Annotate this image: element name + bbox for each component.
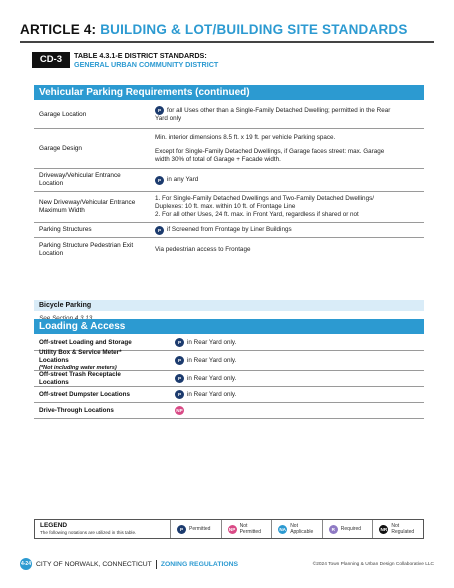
table-title: TABLE 4.3.1-E DISTRICT STANDARDS: [74,51,207,60]
not-regulated-icon: NR [380,526,388,532]
permitted-icon: P [155,176,164,185]
article-title-rest: BUILDING & LOT/BUILDING SITE STANDARDS [100,22,408,37]
permitted-icon: P [175,374,184,383]
vehicular-parking-table [34,101,424,261]
table-row [34,101,424,129]
table-row [34,223,424,238]
legend-item-not-permitted: NP Not Permitted [221,520,272,538]
permitted-icon: P [155,106,164,115]
table-row [34,371,424,387]
row-label: Garage Location [39,110,87,118]
required-icon: R [329,525,338,534]
row-label: Drive-Through Locations [39,406,114,414]
table-row [34,129,424,169]
row-value: P in any Yard [151,169,424,191]
row-value: P in Rear Yard only. [151,335,424,350]
row-value [151,403,424,418]
article-title-lead: ARTICLE 4: [20,22,101,37]
row-value: P in Rear Yard only. [151,351,424,370]
row-label: Utility Box & Service Meter* Locations (*Not including water meters) [39,349,122,371]
permitted-icon: P [175,356,184,365]
row-label: Off-street Trash Receptacle Locations [39,370,121,386]
table-row [34,403,424,419]
not-applicable-icon: NA [279,526,286,532]
footer-copyright: ©2024 Town Planning & Urban Design Collaborative LLC [312,561,434,567]
table-row [34,192,424,223]
district-badge: CD-3 [32,52,70,68]
legend-item-not-applicable: NA Not Applicable [271,520,322,538]
legend-item-permitted: P Permitted [170,520,221,538]
article-title [20,22,408,37]
legend-note: The following notations are utilized in this table. [40,530,137,535]
permitted-icon: P [175,390,184,399]
permitted-icon: P [175,338,184,347]
title-divider [20,41,434,43]
footer-divider [156,560,157,569]
footer-title: ZONING REGULATIONS [160,560,239,568]
vehicular-parking-header: Vehicular Parking Requirements (continued) [34,85,424,100]
row-value: P in Rear Yard only. [151,387,424,402]
row-label: Garage Design [39,144,82,152]
loading-access-table [34,335,424,419]
bicycle-parking-header: Bicycle Parking [34,300,424,311]
legend-text [35,522,170,536]
loading-access-header: Loading & Access [34,319,424,334]
row-label: Driveway/Vehicular Entrance Location [39,172,121,187]
row-value: P in Rear Yard only. [151,371,424,386]
permitted-icon: P [177,525,186,534]
page-footer [20,557,434,571]
permitted-icon: P [155,226,164,235]
legend-item-not-regulated: NR Not Regulated [372,520,423,538]
row-value: Min. interior dimensions 8.5 ft. x 19 ft. per vehicle Parking space. Except for Single-Family Detached Dwellings, if Garage faces street: max. Garage width 30% of total of Garage + Facade width. [155,133,385,163]
row-label: Parking Structures [39,226,92,233]
not-permitted-icon: NP [228,526,236,532]
row-sublabel: (*Not including water meters) [39,365,117,371]
row-label: Parking Structure Pedestrian Exit Location [39,241,134,257]
row-value: 1. For Single-Family Detached Dwellings and Two-Family Detached Dwellings/ Duplexes: 10 ft. max. within 10 ft. of Frontage Line 2. For all other Uses, 24 ft. max. in Front Yard, regardless if shared or not [155,195,374,218]
row-label: New Driveway/Vehicular Entrance Maximum Width [39,199,136,214]
page-number: 4-24 [20,558,32,570]
table-row [34,387,424,403]
row-label: Off-street Dumpster Locations [39,390,130,398]
legend-item-required: R Required [322,520,373,538]
not-permitted-icon: NP [176,408,183,413]
table-row [34,238,424,261]
legend-title: LEGEND [40,522,68,529]
footer-city: CITY OF NORWALK, CONNECTICUT [36,560,152,568]
table-subtitle: GENERAL URBAN COMMUNITY DISTRICT [74,60,219,69]
legend [34,519,424,539]
row-value: Via pedestrian access to Frontage [155,245,251,253]
row-label: Off-street Loading and Storage [39,338,132,346]
table-row [34,351,424,371]
row-value: P for all Uses other than a Single-Family Detached Dwelling; permitted in the Rear Yard only [155,106,391,122]
row-value: P if Screened from Frontage by Liner Buildings [151,223,424,237]
table-row [34,169,424,192]
